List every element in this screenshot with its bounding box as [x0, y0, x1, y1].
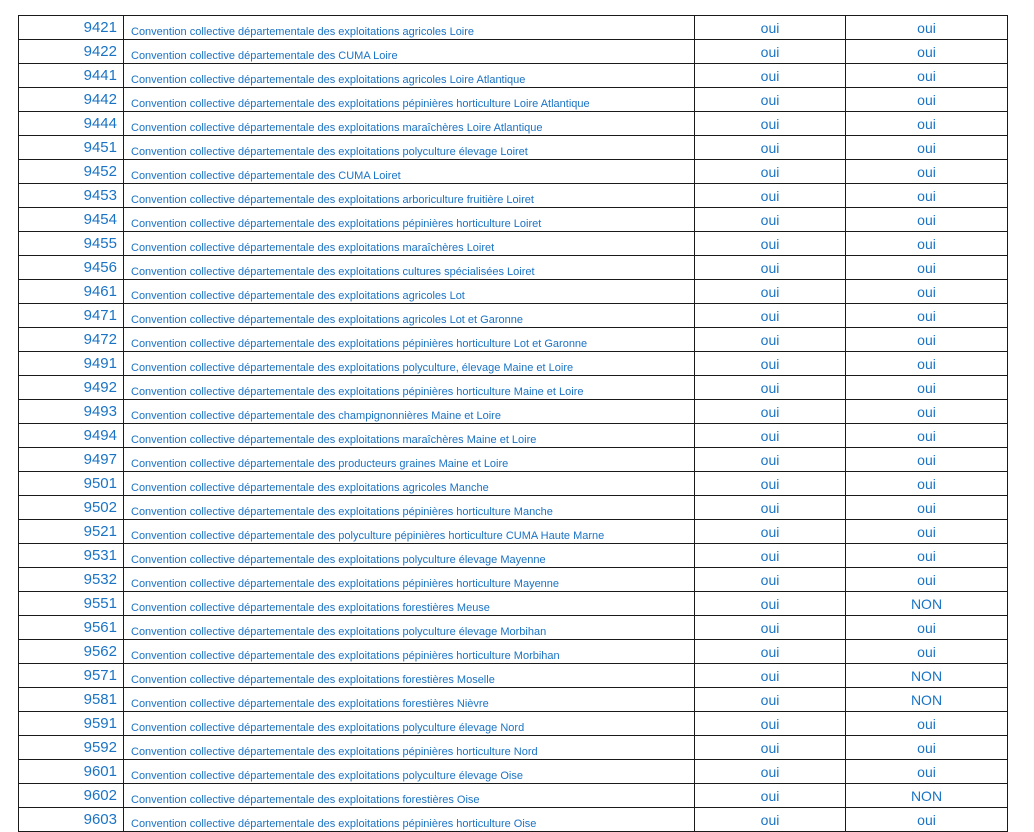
table-row — [19, 736, 1008, 760]
status-cell-b: oui — [846, 256, 1008, 280]
code-cell: 9472 — [19, 328, 124, 352]
convention-name-cell: Convention collective départementale des exploitations agricoles Loire — [124, 16, 695, 40]
status-cell-a: oui — [695, 304, 846, 328]
status-cell-a: oui — [695, 496, 846, 520]
convention-name-cell: Convention collective départementale des exploitations polyculture élevage Oise — [124, 760, 695, 784]
table-row — [19, 328, 1008, 352]
table-row — [19, 592, 1008, 616]
convention-name-cell: Convention collective départementale des exploitations pépinières horticulture Maine et Loire — [124, 376, 695, 400]
convention-name-cell: Convention collective départementale des exploitations forestières Nièvre — [124, 688, 695, 712]
status-cell-a: oui — [695, 520, 846, 544]
code-cell: 9551 — [19, 592, 124, 616]
conventions-table — [18, 15, 1008, 832]
convention-name-cell: Convention collective départementale des exploitations maraîchères Loiret — [124, 232, 695, 256]
status-cell-a: oui — [695, 472, 846, 496]
code-cell: 9521 — [19, 520, 124, 544]
status-cell-a: oui — [695, 160, 846, 184]
status-cell-b: oui — [846, 400, 1008, 424]
status-cell-a: oui — [695, 40, 846, 64]
status-cell-a: oui — [695, 16, 846, 40]
status-cell-a: oui — [695, 352, 846, 376]
code-cell: 9497 — [19, 448, 124, 472]
status-cell-b: oui — [846, 136, 1008, 160]
convention-name-cell: Convention collective départementale des exploitations polyculture élevage Mayenne — [124, 544, 695, 568]
convention-name-cell: Convention collective départementale des exploitations forestières Meuse — [124, 592, 695, 616]
status-cell-b: oui — [846, 112, 1008, 136]
status-cell-a: oui — [695, 568, 846, 592]
code-cell: 9451 — [19, 136, 124, 160]
code-cell: 9561 — [19, 616, 124, 640]
code-cell: 9441 — [19, 64, 124, 88]
status-cell-b: oui — [846, 376, 1008, 400]
table-row — [19, 544, 1008, 568]
convention-name-cell: Convention collective départementale des exploitations agricoles Manche — [124, 472, 695, 496]
convention-name-cell: Convention collective départementale des exploitations agricoles Lot — [124, 280, 695, 304]
convention-name-cell: Convention collective départementale des exploitations pépinières horticulture Nord — [124, 736, 695, 760]
table-row — [19, 568, 1008, 592]
status-cell-a: oui — [695, 640, 846, 664]
table-row — [19, 760, 1008, 784]
status-cell-b: oui — [846, 64, 1008, 88]
status-cell-b: oui — [846, 304, 1008, 328]
code-cell: 9591 — [19, 712, 124, 736]
status-cell-a: oui — [695, 784, 846, 808]
convention-name-cell: Convention collective départementale des exploitations pépinières horticulture Loire Atlantique — [124, 88, 695, 112]
table-row — [19, 256, 1008, 280]
code-cell: 9562 — [19, 640, 124, 664]
convention-name-cell: Convention collective départementale des exploitations maraîchères Maine et Loire — [124, 424, 695, 448]
code-cell: 9532 — [19, 568, 124, 592]
status-cell-b: oui — [846, 568, 1008, 592]
code-cell: 9502 — [19, 496, 124, 520]
convention-name-cell: Convention collective départementale des exploitations agricoles Lot et Garonne — [124, 304, 695, 328]
status-cell-a: oui — [695, 64, 846, 88]
convention-name-cell: Convention collective départementale des exploitations pépinières horticulture Loiret — [124, 208, 695, 232]
code-cell: 9442 — [19, 88, 124, 112]
status-cell-a: oui — [695, 616, 846, 640]
status-cell-b: oui — [846, 232, 1008, 256]
status-cell-b: oui — [846, 424, 1008, 448]
code-cell: 9471 — [19, 304, 124, 328]
status-cell-b: NON — [846, 664, 1008, 688]
status-cell-b: oui — [846, 16, 1008, 40]
table-row — [19, 40, 1008, 64]
table-row — [19, 352, 1008, 376]
table-row — [19, 424, 1008, 448]
code-cell: 9452 — [19, 160, 124, 184]
table-row — [19, 712, 1008, 736]
status-cell-b: oui — [846, 640, 1008, 664]
code-cell: 9461 — [19, 280, 124, 304]
convention-name-cell: Convention collective départementale des CUMA Loire — [124, 40, 695, 64]
status-cell-b: oui — [846, 736, 1008, 760]
status-cell-b: NON — [846, 784, 1008, 808]
status-cell-b: oui — [846, 808, 1008, 832]
convention-name-cell: Convention collective départementale des exploitations polyculture élevage Morbihan — [124, 616, 695, 640]
convention-name-cell: Convention collective départementale des exploitations pépinières horticulture Manche — [124, 496, 695, 520]
code-cell: 9571 — [19, 664, 124, 688]
table-row — [19, 184, 1008, 208]
convention-name-cell: Convention collective départementale des exploitations forestières Moselle — [124, 664, 695, 688]
status-cell-b: oui — [846, 472, 1008, 496]
status-cell-b: oui — [846, 328, 1008, 352]
status-cell-b: NON — [846, 592, 1008, 616]
status-cell-b: oui — [846, 544, 1008, 568]
status-cell-a: oui — [695, 448, 846, 472]
code-cell: 9491 — [19, 352, 124, 376]
table-row — [19, 208, 1008, 232]
table-row — [19, 472, 1008, 496]
code-cell: 9421 — [19, 16, 124, 40]
table-row — [19, 520, 1008, 544]
convention-name-cell: Convention collective départementale des exploitations pépinières horticulture Morbihan — [124, 640, 695, 664]
table-row — [19, 664, 1008, 688]
status-cell-b: oui — [846, 160, 1008, 184]
status-cell-b: oui — [846, 88, 1008, 112]
status-cell-a: oui — [695, 808, 846, 832]
status-cell-b: oui — [846, 352, 1008, 376]
status-cell-a: oui — [695, 280, 846, 304]
status-cell-a: oui — [695, 592, 846, 616]
code-cell: 9603 — [19, 808, 124, 832]
code-cell: 9492 — [19, 376, 124, 400]
table-row — [19, 448, 1008, 472]
convention-name-cell: Convention collective départementale des exploitations maraîchères Loire Atlantique — [124, 112, 695, 136]
table-row — [19, 304, 1008, 328]
status-cell-a: oui — [695, 712, 846, 736]
table-row — [19, 16, 1008, 40]
status-cell-a: oui — [695, 328, 846, 352]
table-row — [19, 64, 1008, 88]
code-cell: 9602 — [19, 784, 124, 808]
status-cell-a: oui — [695, 112, 846, 136]
status-cell-a: oui — [695, 400, 846, 424]
status-cell-a: oui — [695, 256, 846, 280]
convention-name-cell: Convention collective départementale des exploitations agricoles Loire Atlantique — [124, 64, 695, 88]
convention-name-cell: Convention collective départementale des exploitations pépinières horticulture Oise — [124, 808, 695, 832]
code-cell: 9456 — [19, 256, 124, 280]
status-cell-b: oui — [846, 496, 1008, 520]
status-cell-b: oui — [846, 280, 1008, 304]
status-cell-b: oui — [846, 760, 1008, 784]
convention-name-cell: Convention collective départementale des exploitations polyculture, élevage Maine et Loire — [124, 352, 695, 376]
status-cell-b: oui — [846, 712, 1008, 736]
table-row — [19, 496, 1008, 520]
convention-name-cell: Convention collective départementale des exploitations polyculture élevage Loiret — [124, 136, 695, 160]
convention-name-cell: Convention collective départementale des exploitations arboriculture fruitière Loiret — [124, 184, 695, 208]
convention-name-cell: Convention collective départementale des exploitations pépinières horticulture Lot et Garonne — [124, 328, 695, 352]
status-cell-a: oui — [695, 544, 846, 568]
status-cell-a: oui — [695, 184, 846, 208]
table-row — [19, 160, 1008, 184]
code-cell: 9581 — [19, 688, 124, 712]
table-row — [19, 88, 1008, 112]
status-cell-a: oui — [695, 664, 846, 688]
code-cell: 9592 — [19, 736, 124, 760]
table-row — [19, 688, 1008, 712]
convention-name-cell: Convention collective départementale des exploitations polyculture élevage Nord — [124, 712, 695, 736]
code-cell: 9453 — [19, 184, 124, 208]
code-cell: 9493 — [19, 400, 124, 424]
table-row — [19, 784, 1008, 808]
code-cell: 9601 — [19, 760, 124, 784]
code-cell: 9531 — [19, 544, 124, 568]
convention-name-cell: Convention collective départementale des CUMA Loiret — [124, 160, 695, 184]
code-cell: 9455 — [19, 232, 124, 256]
code-cell: 9422 — [19, 40, 124, 64]
status-cell-a: oui — [695, 424, 846, 448]
status-cell-b: oui — [846, 40, 1008, 64]
status-cell-a: oui — [695, 688, 846, 712]
status-cell-b: oui — [846, 448, 1008, 472]
convention-name-cell: Convention collective départementale des exploitations cultures spécialisées Loiret — [124, 256, 695, 280]
status-cell-b: NON — [846, 688, 1008, 712]
table-row — [19, 400, 1008, 424]
convention-name-cell: Convention collective départementale des polyculture pépinières horticulture CUMA Haute Marne — [124, 520, 695, 544]
status-cell-a: oui — [695, 232, 846, 256]
table-row — [19, 280, 1008, 304]
status-cell-a: oui — [695, 88, 846, 112]
code-cell: 9494 — [19, 424, 124, 448]
code-cell: 9444 — [19, 112, 124, 136]
table-body — [19, 16, 1008, 832]
table-row — [19, 136, 1008, 160]
table-row — [19, 616, 1008, 640]
status-cell-b: oui — [846, 184, 1008, 208]
convention-name-cell: Convention collective départementale des exploitations pépinières horticulture Mayenne — [124, 568, 695, 592]
table-row — [19, 640, 1008, 664]
code-cell: 9454 — [19, 208, 124, 232]
table-row — [19, 376, 1008, 400]
status-cell-b: oui — [846, 520, 1008, 544]
code-cell: 9501 — [19, 472, 124, 496]
table-row — [19, 112, 1008, 136]
status-cell-a: oui — [695, 208, 846, 232]
status-cell-a: oui — [695, 736, 846, 760]
convention-name-cell: Convention collective départementale des exploitations forestières Oise — [124, 784, 695, 808]
status-cell-a: oui — [695, 760, 846, 784]
convention-name-cell: Convention collective départementale des producteurs graines Maine et Loire — [124, 448, 695, 472]
status-cell-b: oui — [846, 616, 1008, 640]
table-row — [19, 232, 1008, 256]
convention-name-cell: Convention collective départementale des champignonnières Maine et Loire — [124, 400, 695, 424]
table-row — [19, 808, 1008, 832]
status-cell-b: oui — [846, 208, 1008, 232]
status-cell-a: oui — [695, 376, 846, 400]
status-cell-a: oui — [695, 136, 846, 160]
